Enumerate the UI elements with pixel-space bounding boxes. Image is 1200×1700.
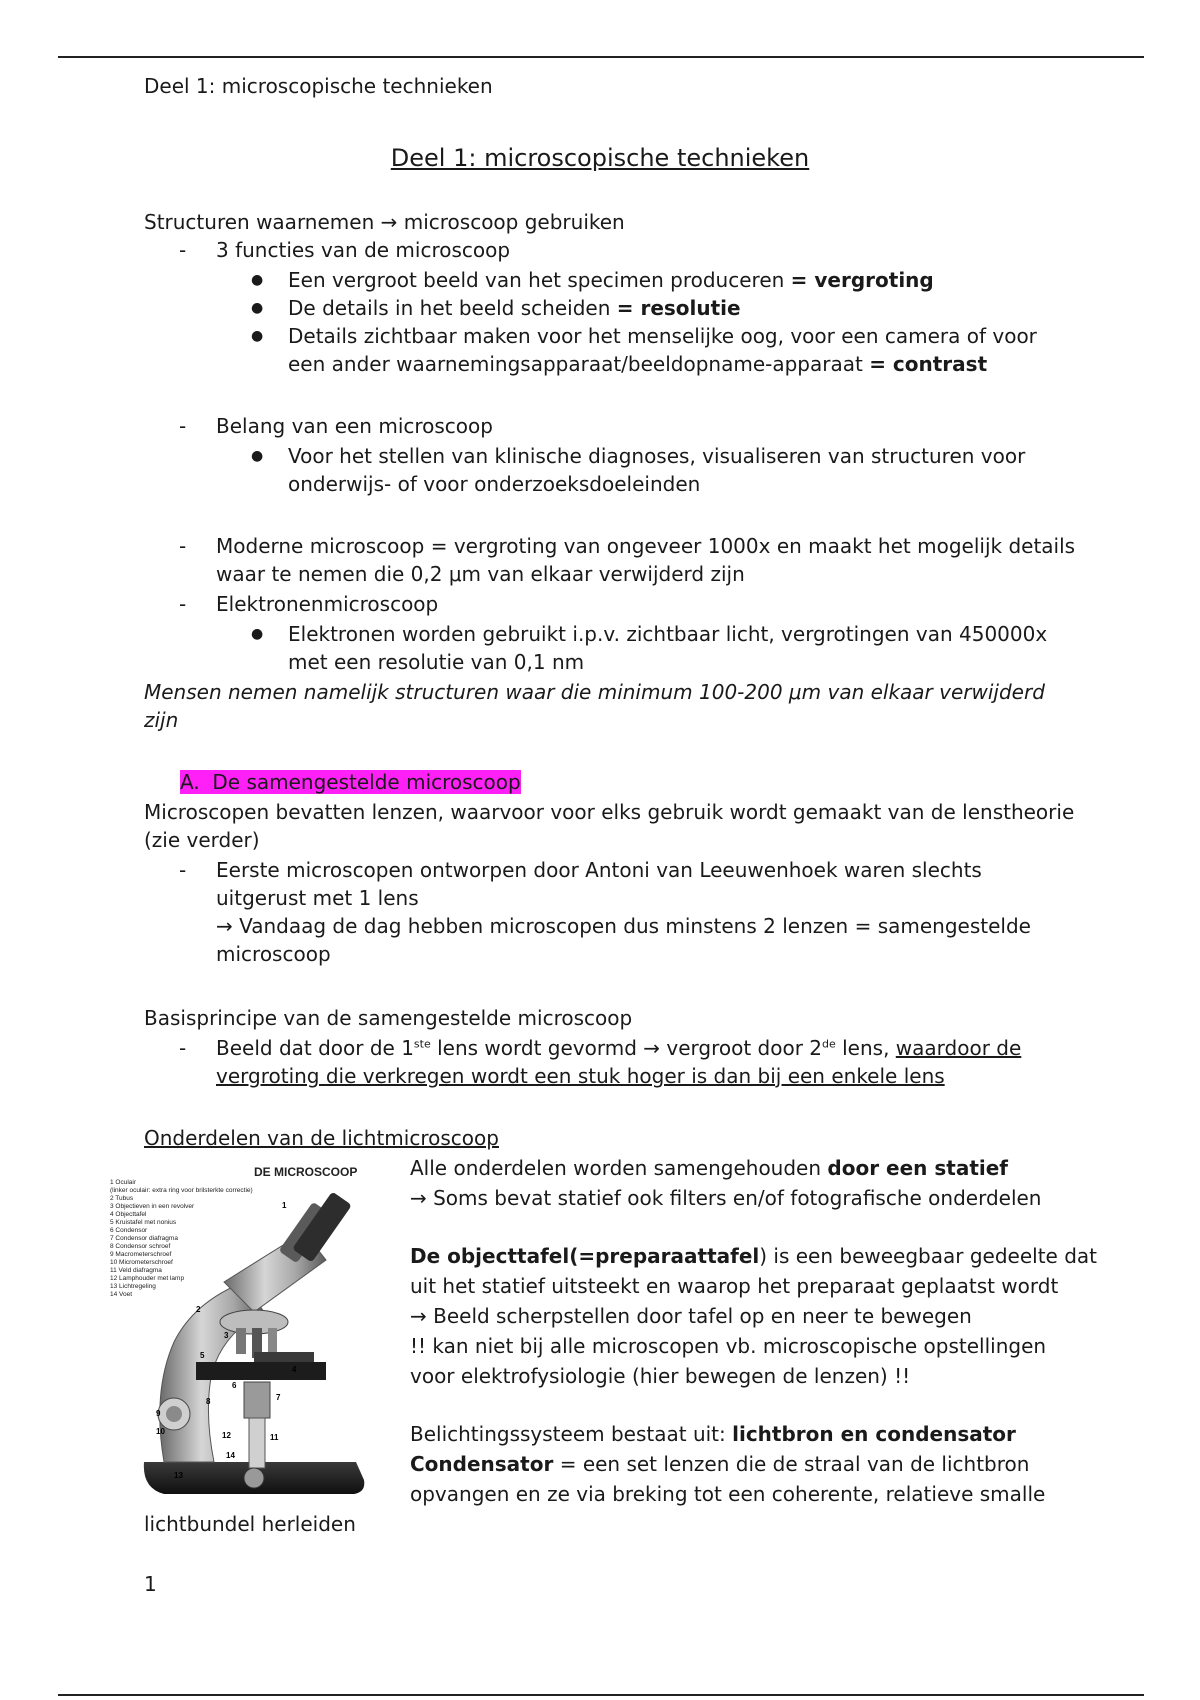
figure-number: 10 <box>156 1427 165 1436</box>
bullet-marker: ● <box>251 272 264 288</box>
bottom-page-rule <box>58 1694 1144 1696</box>
figure-number: 14 <box>226 1451 235 1460</box>
dash-marker: - <box>179 1036 187 1060</box>
note-line2: zijn <box>144 708 179 732</box>
legend-item: (linker oculair: extra ring voor brilsterkte correctie) <box>110 1187 253 1194</box>
condensator-line1: Condensator = een set lenzen die de straal van de lichtbron <box>410 1452 1030 1476</box>
objecttafel-line3: → Beeld scherpstellen door tafel op en neer te bewegen <box>410 1304 972 1328</box>
legend-item: 6 Condensor <box>110 1227 148 1234</box>
legend-item: 7 Condensor diafragma <box>110 1235 178 1242</box>
first-microscopes-line3: → Vandaag de dag hebben microscopen dus minstens 2 lenzen = samengestelde <box>216 914 1031 938</box>
parts-heading: Onderdelen van de lichtmicroscoop <box>144 1126 499 1150</box>
section-a-p-line1: Microscopen bevatten lenzen, waarvoor voor elks gebruik wordt gemaakt van de lenstheorie <box>144 800 1075 824</box>
figure-number: 6 <box>232 1381 237 1390</box>
light-column <box>249 1418 265 1468</box>
figure-number: 12 <box>222 1431 231 1440</box>
bullet-marker: ● <box>251 626 264 642</box>
first-microscopes-line2: uitgerust met 1 lens <box>216 886 419 910</box>
first-microscopes-line4: microscoop <box>216 942 331 966</box>
legend-item: 10 Micrometerschroef <box>110 1259 173 1266</box>
dash-marker: - <box>179 858 187 882</box>
figure-number: 5 <box>200 1351 205 1360</box>
top-page-rule <box>58 56 1144 58</box>
condensator-line2: opvangen en ze via breking tot een coherente, relatieve smalle <box>410 1482 1046 1506</box>
belang-line2: onderwijs- of voor onderzoeksdoeleinden <box>288 472 701 496</box>
belichting-line: Belichtingssysteem bestaat uit: lichtbron en condensator <box>410 1422 1016 1446</box>
objective <box>268 1328 277 1352</box>
intro-line: Structuren waarnemen → microscoop gebruiken <box>144 210 625 234</box>
note-line1: Mensen nemen namelijk structuren waar die minimum 100-200 μm van elkaar verwijderd <box>144 680 1045 704</box>
dash-marker: - <box>179 238 187 262</box>
lamp-housing <box>244 1468 264 1488</box>
legend-item: 8 Condensor schroef <box>110 1243 171 1250</box>
micro-knob <box>166 1406 182 1422</box>
figure-number: 9 <box>156 1409 161 1418</box>
elektron-line1: Elektronen worden gebruikt i.p.v. zichtbaar licht, vergrotingen van 450000x <box>288 622 1048 646</box>
function-resolutie: De details in het beeld scheiden = resolutie <box>288 296 741 320</box>
objective <box>236 1328 246 1354</box>
objecttafel-line2: uit het statief uitsteekt en waarop het preparaat geplaatst wordt <box>410 1274 1059 1298</box>
legend-item: 5 Kruistafel met nonius <box>110 1219 177 1226</box>
function-contrast-line2: een ander waarnemingsapparaat/beeldopname-apparaat = contrast <box>288 352 988 376</box>
basis-label: Basisprincipe van de samengestelde microscoop <box>144 1006 633 1030</box>
dash-marker: - <box>179 592 187 616</box>
figure-number: 8 <box>206 1397 211 1406</box>
legend-item: 9 Macrometerschroef <box>110 1251 172 1258</box>
modern-line2: waar te nemen die 0,2 μm van elkaar verwijderd zijn <box>216 562 745 586</box>
basis-line2: vergroting die verkregen wordt een stuk hoger is dan bij een enkele lens <box>216 1064 945 1088</box>
figure-number: 3 <box>224 1331 229 1340</box>
dash-marker: - <box>179 534 187 558</box>
elektron-label: Elektronenmicroscoop <box>216 592 439 616</box>
condensator-line3: lichtbundel herleiden <box>144 1512 356 1536</box>
function-vergroting: Een vergroot beeld van het specimen produceren = vergroting <box>288 268 934 292</box>
objecttafel-line1: De objecttafel(=preparaattafel) is een beweegbaar gedeelte dat <box>410 1244 1097 1268</box>
bullet-marker: ● <box>251 448 264 464</box>
section-a-p-line2: (zie verder) <box>144 828 260 852</box>
figure-title: DE MICROSCOOP <box>254 1165 358 1179</box>
figure-number: 13 <box>174 1471 183 1480</box>
figure-number: 7 <box>276 1393 281 1402</box>
bullet-marker: ● <box>251 300 264 316</box>
objecttafel-line5: voor elektrofysiologie (hier bewegen de lenzen) !! <box>410 1364 911 1388</box>
stage <box>196 1362 326 1380</box>
legend-item: 11 Veld diafragma <box>110 1267 162 1274</box>
belang-label: Belang van een microscoop <box>216 414 493 438</box>
legend-item: 14 Voet <box>110 1291 133 1298</box>
statief-line2: → Soms bevat statief ook filters en/of fotografische onderdelen <box>410 1186 1042 1210</box>
modern-line1: Moderne microscoop = vergroting van ongeveer 1000x en maakt het mogelijk details <box>216 534 1076 558</box>
page-number: 1 <box>144 1572 157 1596</box>
first-microscopes-line1: Eerste microscopen ontworpen door Antoni van Leeuwenhoek waren slechts <box>216 858 982 882</box>
legend-item: 1 Oculair <box>110 1179 137 1186</box>
bullet-marker: ● <box>251 328 264 344</box>
figure-number: 4 <box>292 1365 297 1374</box>
figure-number: 11 <box>270 1433 279 1442</box>
function-contrast-line1: Details zichtbaar maken voor het menselijke oog, voor een camera of voor <box>288 324 1037 348</box>
microscope-figure <box>104 1162 390 1504</box>
objecttafel-line4: !! kan niet bij alle microscopen vb. microscopische opstellingen <box>410 1334 1047 1358</box>
legend-item: 3 Objectieven in een revolver <box>110 1203 195 1210</box>
elektron-line2: met een resolutie van 0,1 nm <box>288 650 585 674</box>
belang-line1: Voor het stellen van klinische diagnoses, visualiseren van structuren voor <box>288 444 1026 468</box>
legend-item: 4 Objecttafel <box>110 1211 147 1218</box>
legend-item: 12 Lamphouder met lamp <box>110 1275 185 1282</box>
stage-clip <box>254 1352 314 1362</box>
condenser <box>244 1382 270 1418</box>
figure-number: 2 <box>196 1305 201 1314</box>
figure-number: 1 <box>282 1201 287 1210</box>
section-a-heading: A. De samengestelde microscoop <box>180 770 521 794</box>
page-title: Deel 1: microscopische technieken <box>390 144 810 172</box>
running-header: Deel 1: microscopische technieken <box>144 74 493 98</box>
legend-item: 2 Tubus <box>110 1195 134 1202</box>
functions-label: 3 functies van de microscoop <box>216 238 511 262</box>
dash-marker: - <box>179 414 187 438</box>
basis-line1: Beeld dat door de 1ste lens wordt gevormd → vergroot door 2de lens, waardoor de <box>216 1036 1022 1060</box>
statief-line1: Alle onderdelen worden samengehouden door een statief <box>410 1156 1009 1180</box>
legend-item: 13 Lichtregeling <box>110 1283 156 1290</box>
